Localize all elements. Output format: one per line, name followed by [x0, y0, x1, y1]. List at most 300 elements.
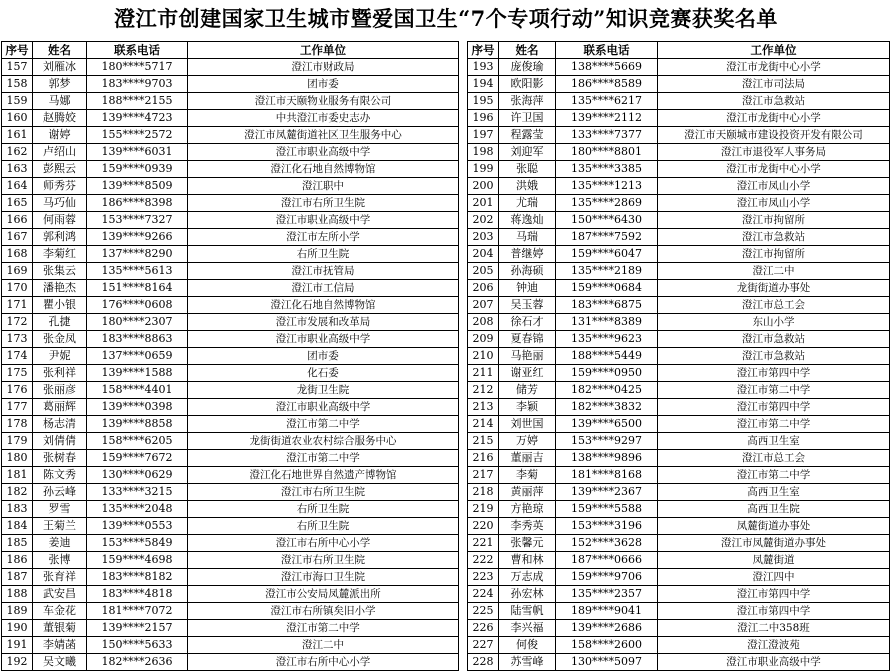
header-row — [2, 42, 459, 59]
cell-no: 215 — [468, 433, 499, 450]
cell-phone: 150****6430 — [556, 212, 658, 229]
cell-name: 姜迪 — [33, 535, 87, 552]
cell-unit: 龙街卫生院 — [188, 382, 459, 399]
cell-phone: 139****0553 — [87, 518, 188, 535]
cell-no: 157 — [2, 59, 33, 76]
cell-name: 李秀英 — [499, 518, 556, 535]
cell-phone: 139****2686 — [556, 620, 658, 637]
table-row — [2, 382, 459, 399]
cell-unit: 凤麓街道 — [658, 552, 890, 569]
cell-unit: 澄江市第二中学 — [658, 416, 890, 433]
cell-name: 万志成 — [499, 569, 556, 586]
cell-unit: 澄江市急救站 — [658, 331, 890, 348]
table-row — [468, 416, 890, 433]
cell-name: 钟迪 — [499, 280, 556, 297]
cell-no: 197 — [468, 127, 499, 144]
cell-no: 158 — [2, 76, 33, 93]
table-row — [468, 59, 890, 76]
table-row — [2, 127, 459, 144]
cell-no: 223 — [468, 569, 499, 586]
cell-no: 177 — [2, 399, 33, 416]
cell-name: 武安昌 — [33, 586, 87, 603]
table-row — [2, 399, 459, 416]
cell-unit: 澄江化石地世界自然遗产博物馆 — [188, 467, 459, 484]
cell-phone: 182****3832 — [556, 399, 658, 416]
table-row — [468, 144, 890, 161]
table-row — [2, 59, 459, 76]
cell-name: 张育祥 — [33, 569, 87, 586]
cell-name: 李颖 — [499, 399, 556, 416]
cell-name: 董银菊 — [33, 620, 87, 637]
cell-unit: 澄江市拘留所 — [658, 212, 890, 229]
cell-no: 186 — [2, 552, 33, 569]
cell-name: 欧阳影 — [499, 76, 556, 93]
cell-no: 200 — [468, 178, 499, 195]
cell-phone: 159****4698 — [87, 552, 188, 569]
cell-unit: 澄江市退役军人事务局 — [658, 144, 890, 161]
cell-phone: 139****8509 — [87, 178, 188, 195]
cell-unit: 澄江市总工会 — [658, 297, 890, 314]
cell-no: 192 — [2, 654, 33, 671]
cell-unit: 澄江二中 — [188, 637, 459, 654]
cell-unit: 澄江职中 — [188, 178, 459, 195]
cell-no: 224 — [468, 586, 499, 603]
cell-unit: 澄江四中 — [658, 569, 890, 586]
cell-phone: 139****6031 — [87, 144, 188, 161]
page-title: 澄江市创建国家卫生城市暨爱国卫生“7个专项行动”知识竞赛获奖名单 — [114, 6, 778, 31]
cell-phone: 188****2155 — [87, 93, 188, 110]
cell-name: 蒋逸灿 — [499, 212, 556, 229]
cell-name: 何雨蓉 — [33, 212, 87, 229]
table-row — [2, 331, 459, 348]
cell-name: 王菊兰 — [33, 518, 87, 535]
table-row — [468, 348, 890, 365]
cell-phone: 183****8182 — [87, 569, 188, 586]
cell-name: 李兴福 — [499, 620, 556, 637]
cell-no: 162 — [2, 144, 33, 161]
cell-phone: 188****5449 — [556, 348, 658, 365]
cell-name: 吴玉蓉 — [499, 297, 556, 314]
table-row — [468, 450, 890, 467]
cell-no: 182 — [2, 484, 33, 501]
cell-phone: 153****5849 — [87, 535, 188, 552]
table-row — [468, 365, 890, 382]
cell-phone: 182****2636 — [87, 654, 188, 671]
cell-phone: 183****9703 — [87, 76, 188, 93]
cell-phone: 159****7672 — [87, 450, 188, 467]
cell-unit: 澄江澄波苑 — [658, 637, 890, 654]
table-row — [468, 195, 890, 212]
cell-phone: 152****3628 — [556, 535, 658, 552]
cell-name: 马瑞 — [499, 229, 556, 246]
cell-unit: 澄江市发展和改革局 — [188, 314, 459, 331]
cell-no: 170 — [2, 280, 33, 297]
table-row — [2, 93, 459, 110]
cell-name: 张馨元 — [499, 535, 556, 552]
cell-phone: 187****7592 — [556, 229, 658, 246]
cell-no: 226 — [468, 620, 499, 637]
cell-unit: 澄江市右所镇矣旧小学 — [188, 603, 459, 620]
cell-unit: 高西卫生室 — [658, 433, 890, 450]
cell-name: 谢婷 — [33, 127, 87, 144]
cell-phone: 186****8589 — [556, 76, 658, 93]
cell-name: 张金凤 — [33, 331, 87, 348]
table-row — [2, 229, 459, 246]
table-row — [468, 586, 890, 603]
table-row — [2, 161, 459, 178]
table-row — [2, 416, 459, 433]
cell-phone: 159****0950 — [556, 365, 658, 382]
cell-unit: 澄江市右所中心小学 — [188, 535, 459, 552]
cell-unit: 澄江市第四中学 — [658, 365, 890, 382]
cell-no: 168 — [2, 246, 33, 263]
cell-name: 尤瑞 — [499, 195, 556, 212]
cell-phone: 186****8398 — [87, 195, 188, 212]
table-row — [2, 246, 459, 263]
table-row — [468, 620, 890, 637]
cell-name: 何俊 — [499, 637, 556, 654]
cell-name: 储芳 — [499, 382, 556, 399]
cell-phone: 139****8858 — [87, 416, 188, 433]
table-row — [468, 518, 890, 535]
cell-unit: 澄江市急救站 — [658, 348, 890, 365]
cell-name: 郭利鸿 — [33, 229, 87, 246]
cell-phone: 137****0659 — [87, 348, 188, 365]
cell-no: 207 — [468, 297, 499, 314]
cell-unit: 澄江市第二中学 — [658, 382, 890, 399]
cell-name: 张利祥 — [33, 365, 87, 382]
cell-unit: 澄江市左所小学 — [188, 229, 459, 246]
cell-unit: 澄江化石地自然博物馆 — [188, 297, 459, 314]
cell-no: 221 — [468, 535, 499, 552]
header-name: 姓名 — [499, 42, 556, 59]
table-row — [468, 382, 890, 399]
cell-unit: 龙街街道农业农村综合服务中心 — [188, 433, 459, 450]
cell-phone: 130****5097 — [556, 654, 658, 671]
table-row — [2, 195, 459, 212]
cell-no: 201 — [468, 195, 499, 212]
cell-unit: 中共澄江市委史志办 — [188, 110, 459, 127]
cell-phone: 131****8389 — [556, 314, 658, 331]
cell-name: 张集云 — [33, 263, 87, 280]
table-row — [468, 178, 890, 195]
cell-phone: 158****4401 — [87, 382, 188, 399]
cell-unit: 澄江市公安局凤麓派出所 — [188, 586, 459, 603]
table-row — [2, 144, 459, 161]
cell-name: 马艳丽 — [499, 348, 556, 365]
table-row — [468, 314, 890, 331]
cell-no: 216 — [468, 450, 499, 467]
table-row — [2, 110, 459, 127]
cell-phone: 137****8290 — [87, 246, 188, 263]
table-row — [468, 501, 890, 518]
cell-no: 172 — [2, 314, 33, 331]
cell-phone: 153****9297 — [556, 433, 658, 450]
cell-phone: 176****0608 — [87, 297, 188, 314]
cell-name: 夏春锦 — [499, 331, 556, 348]
cell-name: 方艳琼 — [499, 501, 556, 518]
cell-no: 228 — [468, 654, 499, 671]
cell-phone: 159****0684 — [556, 280, 658, 297]
cell-unit: 澄江市凤山小学 — [658, 178, 890, 195]
cell-unit: 澄江市凤山小学 — [658, 195, 890, 212]
table-row — [2, 348, 459, 365]
cell-no: 185 — [2, 535, 33, 552]
cell-no: 160 — [2, 110, 33, 127]
cell-phone: 180****5717 — [87, 59, 188, 76]
table-row — [2, 467, 459, 484]
cell-unit: 澄江市抚管局 — [188, 263, 459, 280]
cell-name: 董丽吉 — [499, 450, 556, 467]
cell-phone: 139****4723 — [87, 110, 188, 127]
cell-unit: 右所卫生院 — [188, 246, 459, 263]
cell-unit: 龙街街道办事处 — [658, 280, 890, 297]
table-row — [468, 93, 890, 110]
cell-no: 175 — [2, 365, 33, 382]
cell-no: 210 — [468, 348, 499, 365]
cell-no: 225 — [468, 603, 499, 620]
cell-unit: 澄江市急救站 — [658, 229, 890, 246]
cell-name: 马娜 — [33, 93, 87, 110]
cell-no: 188 — [2, 586, 33, 603]
cell-unit: 化石委 — [188, 365, 459, 382]
cell-name: 许卫国 — [499, 110, 556, 127]
cell-unit: 右所卫生院 — [188, 518, 459, 535]
header-row — [468, 42, 890, 59]
cell-phone: 183****8863 — [87, 331, 188, 348]
cell-unit: 澄江市右所卫生院 — [188, 552, 459, 569]
table-row — [468, 280, 890, 297]
table-row — [468, 110, 890, 127]
table-row — [468, 569, 890, 586]
cell-phone: 135****1213 — [556, 178, 658, 195]
cell-no: 211 — [468, 365, 499, 382]
cell-no: 161 — [2, 127, 33, 144]
cell-phone: 135****2189 — [556, 263, 658, 280]
cell-phone: 133****3215 — [87, 484, 188, 501]
cell-no: 184 — [2, 518, 33, 535]
header-no: 序号 — [468, 42, 499, 59]
cell-unit: 澄江二中 — [658, 263, 890, 280]
cell-no: 199 — [468, 161, 499, 178]
cell-no: 176 — [2, 382, 33, 399]
cell-unit: 团市委 — [188, 76, 459, 93]
cell-phone: 139****2112 — [556, 110, 658, 127]
cell-unit: 右所卫生院 — [188, 501, 459, 518]
cell-phone: 139****2367 — [556, 484, 658, 501]
cell-name: 程露莹 — [499, 127, 556, 144]
cell-name: 徐石才 — [499, 314, 556, 331]
cell-phone: 153****7327 — [87, 212, 188, 229]
cell-no: 173 — [2, 331, 33, 348]
winners-table-left — [1, 41, 459, 671]
cell-no: 204 — [468, 246, 499, 263]
cell-no: 169 — [2, 263, 33, 280]
cell-phone: 138****9896 — [556, 450, 658, 467]
cell-unit: 团市委 — [188, 348, 459, 365]
cell-no: 222 — [468, 552, 499, 569]
cell-name: 李菊 — [499, 467, 556, 484]
cell-unit: 澄江市职业高级中学 — [188, 399, 459, 416]
cell-phone: 158****6205 — [87, 433, 188, 450]
cell-unit: 澄江市急救站 — [658, 93, 890, 110]
cell-phone: 153****3196 — [556, 518, 658, 535]
cell-no: 166 — [2, 212, 33, 229]
cell-no: 178 — [2, 416, 33, 433]
cell-name: 普继婷 — [499, 246, 556, 263]
table-row — [2, 280, 459, 297]
cell-name: 黄丽萍 — [499, 484, 556, 501]
cell-no: 195 — [468, 93, 499, 110]
cell-name: 卢绍山 — [33, 144, 87, 161]
cell-phone: 139****6500 — [556, 416, 658, 433]
cell-unit: 澄江市右所中心小学 — [188, 654, 459, 671]
cell-phone: 159****9706 — [556, 569, 658, 586]
cell-unit: 澄江市凤麓街道办事处 — [658, 535, 890, 552]
cell-name: 庞俊瑜 — [499, 59, 556, 76]
cell-no: 181 — [2, 467, 33, 484]
cell-name: 刘迎军 — [499, 144, 556, 161]
cell-name: 李婧菡 — [33, 637, 87, 654]
cell-no: 187 — [2, 569, 33, 586]
cell-phone: 189****9041 — [556, 603, 658, 620]
cell-phone: 159****6047 — [556, 246, 658, 263]
cell-unit: 澄江市第二中学 — [188, 620, 459, 637]
table-row — [2, 586, 459, 603]
table-row — [2, 654, 459, 671]
table-row — [468, 229, 890, 246]
cell-name: 刘倩倩 — [33, 433, 87, 450]
table-row — [468, 552, 890, 569]
table-row — [2, 365, 459, 382]
cell-name: 万婷 — [499, 433, 556, 450]
cell-phone: 180****2307 — [87, 314, 188, 331]
cell-phone: 135****6217 — [556, 93, 658, 110]
table-row — [2, 620, 459, 637]
table-row — [468, 76, 890, 93]
cell-name: 罗雪 — [33, 501, 87, 518]
cell-no: 167 — [2, 229, 33, 246]
cell-phone: 130****0629 — [87, 467, 188, 484]
table-row — [468, 127, 890, 144]
cell-phone: 180****8801 — [556, 144, 658, 161]
cell-name: 瞿小银 — [33, 297, 87, 314]
cell-phone: 139****2157 — [87, 620, 188, 637]
cell-name: 吴文曦 — [33, 654, 87, 671]
cell-name: 张丽彦 — [33, 382, 87, 399]
table-row — [468, 331, 890, 348]
cell-name: 陆雪帆 — [499, 603, 556, 620]
header-unit: 工作单位 — [188, 42, 459, 59]
cell-unit: 澄江市职业高级中学 — [188, 331, 459, 348]
cell-unit: 澄江市龙街中心小学 — [658, 59, 890, 76]
cell-no: 191 — [2, 637, 33, 654]
cell-phone: 139****1588 — [87, 365, 188, 382]
table-row — [468, 212, 890, 229]
cell-name: 苏雪峰 — [499, 654, 556, 671]
table-row — [2, 569, 459, 586]
cell-phone: 182****0425 — [556, 382, 658, 399]
table-row — [2, 518, 459, 535]
cell-unit: 高西卫生室 — [658, 484, 890, 501]
table-row — [2, 433, 459, 450]
cell-unit: 澄江市财政局 — [188, 59, 459, 76]
cell-name: 杨志清 — [33, 416, 87, 433]
cell-unit: 澄江市职业高级中学 — [658, 654, 890, 671]
cell-no: 214 — [468, 416, 499, 433]
table-row — [2, 535, 459, 552]
cell-unit: 澄江市海口卫生院 — [188, 569, 459, 586]
header-unit: 工作单位 — [658, 42, 890, 59]
cell-phone: 183****4818 — [87, 586, 188, 603]
cell-no: 189 — [2, 603, 33, 620]
table-row — [468, 467, 890, 484]
cell-unit: 凤麓街道办事处 — [658, 518, 890, 535]
cell-no: 206 — [468, 280, 499, 297]
table-row — [468, 603, 890, 620]
cell-name: 孔捷 — [33, 314, 87, 331]
table-row — [468, 297, 890, 314]
cell-no: 193 — [468, 59, 499, 76]
cell-phone: 181****7072 — [87, 603, 188, 620]
cell-no: 220 — [468, 518, 499, 535]
cell-no: 213 — [468, 399, 499, 416]
cell-name: 赵腾姣 — [33, 110, 87, 127]
cell-unit: 澄江市天颐城市建设投资开发有限公司 — [658, 127, 890, 144]
cell-phone: 181****8168 — [556, 467, 658, 484]
cell-name: 潘艳杰 — [33, 280, 87, 297]
cell-phone: 135****9623 — [556, 331, 658, 348]
cell-no: 163 — [2, 161, 33, 178]
table-row — [2, 263, 459, 280]
cell-no: 212 — [468, 382, 499, 399]
cell-name: 尹妮 — [33, 348, 87, 365]
table-row — [468, 637, 890, 654]
cell-name: 马巧仙 — [33, 195, 87, 212]
header-phone: 联系电话 — [87, 42, 188, 59]
cell-unit: 澄江市天颐物业服务有限公司 — [188, 93, 459, 110]
cell-unit: 澄江市第二中学 — [658, 467, 890, 484]
cell-no: 159 — [2, 93, 33, 110]
cell-name: 郭梦 — [33, 76, 87, 93]
cell-unit: 澄江市右所卫生院 — [188, 195, 459, 212]
cell-unit: 澄江市第四中学 — [658, 603, 890, 620]
cell-no: 202 — [468, 212, 499, 229]
table-row — [2, 450, 459, 467]
table-row — [468, 654, 890, 671]
cell-name: 李菊红 — [33, 246, 87, 263]
cell-no: 219 — [468, 501, 499, 518]
cell-unit: 澄江化石地自然博物馆 — [188, 161, 459, 178]
cell-no: 196 — [468, 110, 499, 127]
cell-phone: 187****0666 — [556, 552, 658, 569]
cell-no: 217 — [468, 467, 499, 484]
cell-no: 179 — [2, 433, 33, 450]
cell-no: 183 — [2, 501, 33, 518]
cell-name: 孙海硕 — [499, 263, 556, 280]
cell-phone: 135****5613 — [87, 263, 188, 280]
cell-unit: 澄江市司法局 — [658, 76, 890, 93]
cell-phone: 138****5669 — [556, 59, 658, 76]
table-row — [2, 637, 459, 654]
cell-unit: 东山小学 — [658, 314, 890, 331]
cell-no: 227 — [468, 637, 499, 654]
cell-no: 194 — [468, 76, 499, 93]
cell-unit: 澄江市第二中学 — [188, 416, 459, 433]
cell-unit: 澄江市龙街中心小学 — [658, 110, 890, 127]
table-row — [468, 399, 890, 416]
cell-unit: 澄江市职业高级中学 — [188, 144, 459, 161]
